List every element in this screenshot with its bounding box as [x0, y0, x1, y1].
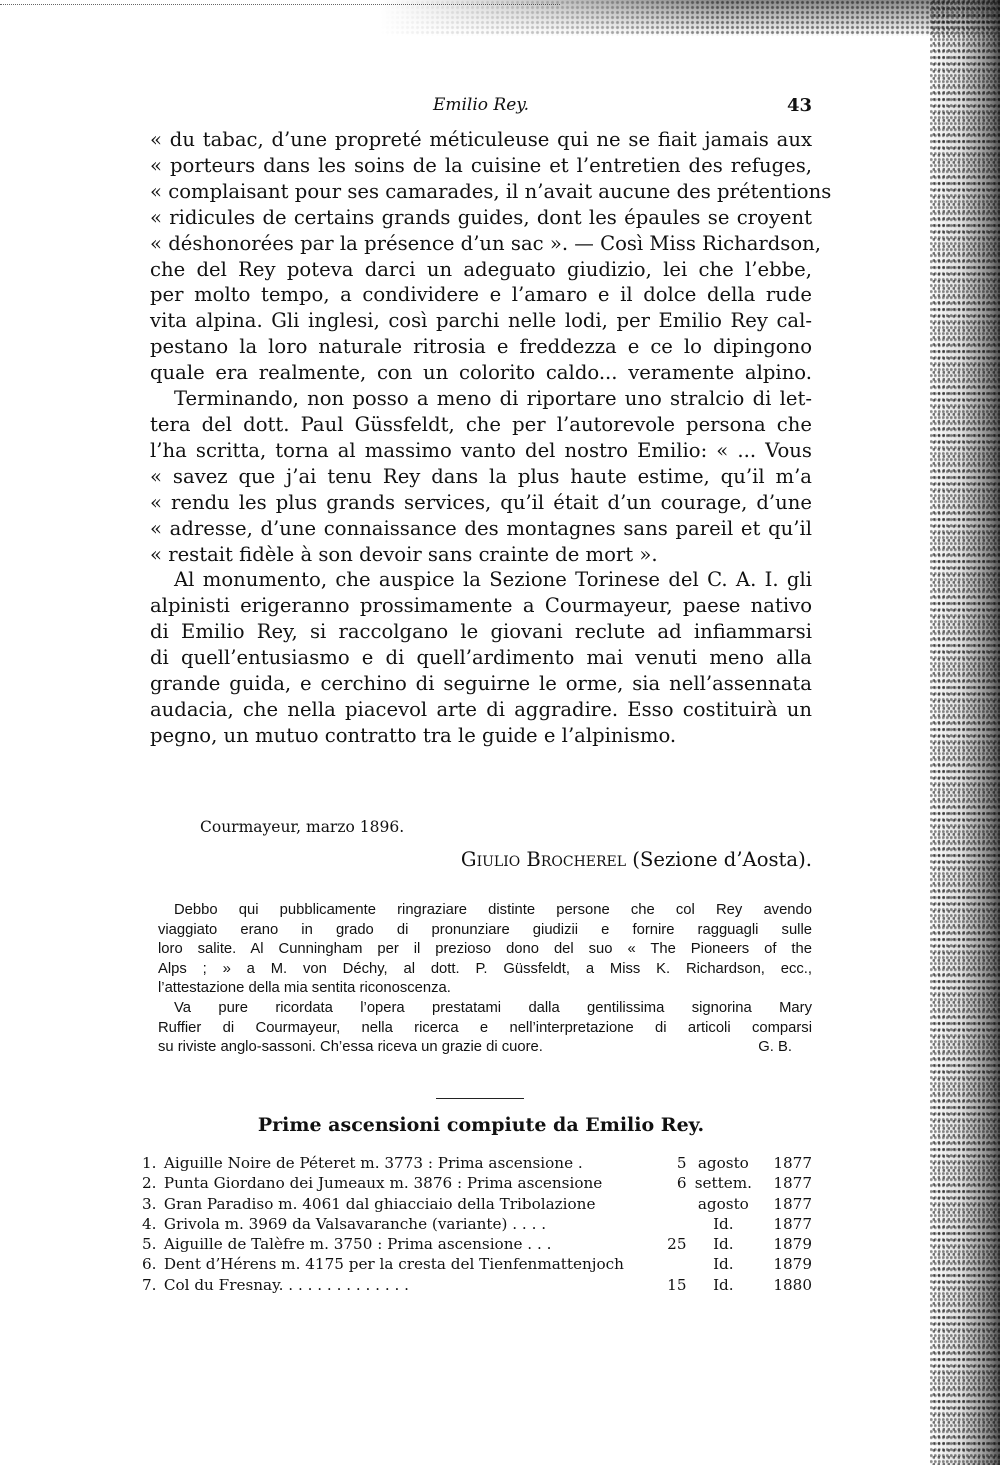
- section-divider: [436, 1098, 524, 1099]
- ascent-month: Id.: [713, 1255, 734, 1274]
- text-line: di quell’entusiasmo e di quell’ardimento mai venuti meno alla: [150, 646, 812, 670]
- text-line: per molto tempo, a condividere e l’amaro e il dolce della rude: [150, 283, 812, 307]
- ascent-row: [142, 1153, 812, 1173]
- text-line: pegno, un mutuo contratto tra le guide e l’alpinismo.: [150, 723, 677, 747]
- ascent-month: Id.: [713, 1235, 734, 1254]
- ascent-month: Id.: [713, 1214, 734, 1233]
- text-line: che del Rey poteva darci un adeguato giudizio, lei che l’ebbe,: [150, 257, 812, 281]
- footnote-line: l’attestazione della mia sentita riconoscenza.: [158, 980, 451, 997]
- dateline: Courmayeur, marzo 1896.: [200, 818, 405, 836]
- footnote-line: su riviste anglo-sassoni. Ch’essa riceva un grazie di cuore.: [158, 1039, 543, 1056]
- running-head: [150, 95, 812, 117]
- ascent-month: agosto: [697, 1154, 749, 1172]
- ascent-number: 4.: [142, 1214, 157, 1233]
- text-line: tera del dott. Paul Güssfeldt, che per l’autorevole persona che: [150, 412, 812, 436]
- ascent-description: Aiguille de Talèfre m. 3750 : Prima ascensione . . .: [163, 1235, 552, 1254]
- ascent-month: Id.: [713, 1275, 734, 1294]
- ascent-year: 1879: [773, 1255, 812, 1274]
- ascent-number: 7.: [142, 1275, 157, 1294]
- footnote-line: viaggiato erano in grado di pronunziare giudizii e fornire ragguagli sulle: [158, 921, 812, 938]
- text-line: di Emilio Rey, si raccolgano le giovani reclute ad infiammarsi: [150, 620, 812, 644]
- ascent-description: Dent d’Hérens m. 4175 per la cresta del Tienfenmattenjoch: [163, 1255, 624, 1274]
- text-line: quale era realmente, con un colorito caldo... veramente alpino.: [150, 361, 812, 385]
- ascent-number: 1.: [142, 1154, 157, 1172]
- ascent-number: 5.: [142, 1235, 157, 1254]
- ascent-row: [142, 1234, 812, 1254]
- text-line: « déshonorées par la présence d’un sac ». — Così Miss Richardson,: [150, 231, 821, 255]
- text-line: Terminando, non posso a meno di riportare uno stralcio di let-: [174, 387, 812, 411]
- body-text: [150, 127, 832, 749]
- ascent-description: Aiguille Noire de Péteret m. 3773 : Prima ascensione .: [163, 1154, 583, 1172]
- text-line: « savez que j’ai tenu Rey dans la plus haute estime, qu’il m’a: [150, 464, 812, 488]
- ascent-day: 6: [676, 1174, 687, 1193]
- ascent-description: Grivola m. 3969 da Valsavaranche (variante) . . . .: [163, 1214, 547, 1233]
- text-line: « adresse, d’une connaissance des montagnes sans pareil et qu’il: [150, 516, 812, 540]
- footnote-line: Debbo qui pubblicamente ringraziare distinte persone che col Rey avendo: [174, 902, 812, 918]
- text-line: l’ha scritta, torna al massimo vanto del nostro Emilio: « ... Vous: [150, 438, 812, 462]
- running-title: Emilio Rey.: [432, 95, 530, 115]
- ascent-description: Punta Giordano dei Jumeaux m. 3876 : Prima ascensione: [163, 1174, 603, 1193]
- ascent-row: [142, 1194, 812, 1214]
- footnote-initials: G. B.: [758, 1039, 792, 1056]
- text-line: Al monumento, che auspice la Sezione Torinese del C. A. I. gli: [174, 568, 812, 592]
- footnote-line: Alps ; » a M. von Déchy, al dott. P. Güssfeldt, a Miss K. Richardson, ecc.,: [158, 960, 812, 977]
- ascent-year: 1877: [773, 1154, 812, 1172]
- ascent-year: 1877: [773, 1214, 812, 1233]
- ascents-table: [142, 1153, 812, 1295]
- author-section: (Sezione d’Aosta).: [632, 848, 812, 871]
- ascents-title: Prime ascensioni compiute da Emilio Rey.: [257, 1114, 705, 1136]
- ascent-month: agosto: [697, 1194, 749, 1213]
- text-line: « porteurs dans les soins de la cuisine et l’entretien des refuges,: [150, 153, 812, 177]
- ascent-description: Col du Fresnay. . . . . . . . . . . . . .: [163, 1275, 409, 1294]
- signature: [461, 848, 812, 871]
- ascent-day: [667, 1214, 686, 1234]
- text-line: « complaisant pour ses camarades, il n’avait aucune des prétentions: [150, 179, 832, 203]
- ascent-number: 6.: [142, 1255, 157, 1274]
- scan-shadow-top: [380, 0, 1000, 36]
- footnote-closing: [158, 1038, 812, 1058]
- ascent-year: 1880: [773, 1275, 812, 1294]
- text-line: « rendu les plus grands services, qu’il était d’un courage, d’une: [150, 490, 812, 514]
- ascent-day: 5: [676, 1154, 687, 1172]
- text-line: pestano la loro naturale ritrosia e freddezza e ce lo dipingono: [150, 335, 812, 359]
- ascent-row: [142, 1214, 812, 1234]
- text-line: audacia, che nella piacevol arte di aggradire. Esso costituirà un: [150, 697, 812, 721]
- footnote-line: loro salite. Al Cunningham per il prezioso dono del suo « The Pioneers of the: [158, 941, 812, 958]
- text-line: « ridicules de certains grands guides, dont les épaules se croyent: [150, 205, 812, 229]
- ascent-row: [142, 1254, 812, 1274]
- ascent-row: [142, 1275, 812, 1295]
- ascent-number: 2.: [142, 1174, 157, 1193]
- text-line: grande guida, e cerchino di seguirne le orme, sia nell’assennata: [150, 672, 812, 696]
- footnote-line: Va pure ricordata l’opera prestatami dalla gentilissima signorina Mary: [174, 999, 812, 1016]
- footnote-line: Ruffier di Courmayeur, nella ricerca e nell’interpretazione di articoli comparsi: [158, 1019, 812, 1036]
- author-name: Giulio Brocherel: [460, 848, 627, 871]
- ascent-year: 1879: [773, 1235, 812, 1254]
- ascent-description: Gran Paradiso m. 4061 dal ghiacciaio della Tribolazione: [163, 1194, 596, 1213]
- ascent-day: 25: [667, 1235, 687, 1254]
- text-line: « du tabac, d’une propreté méticuleuse qui ne se fiait jamais aux: [150, 128, 812, 151]
- scan-shadow-right: [930, 0, 1000, 1465]
- ascent-year: 1877: [773, 1194, 812, 1213]
- ascent-row: [142, 1173, 812, 1193]
- ascent-day: 15: [667, 1275, 687, 1294]
- ascent-day: [667, 1254, 686, 1274]
- text-line: vita alpina. Gli inglesi, così parchi nelle lodi, per Emilio Rey cal-: [150, 309, 812, 333]
- footnote: [158, 901, 812, 1058]
- text-line: alpinisti erigeranno prossimamente a Courmayeur, paese nativo: [150, 594, 812, 618]
- ascent-year: 1877: [773, 1174, 812, 1193]
- ascent-month: settem.: [694, 1174, 752, 1193]
- text-line: « restait fidèle à son devoir sans crainte de mort ».: [150, 542, 658, 566]
- page-number: 43: [786, 95, 812, 116]
- ascent-day: [667, 1194, 686, 1214]
- ascent-number: 3.: [142, 1194, 157, 1213]
